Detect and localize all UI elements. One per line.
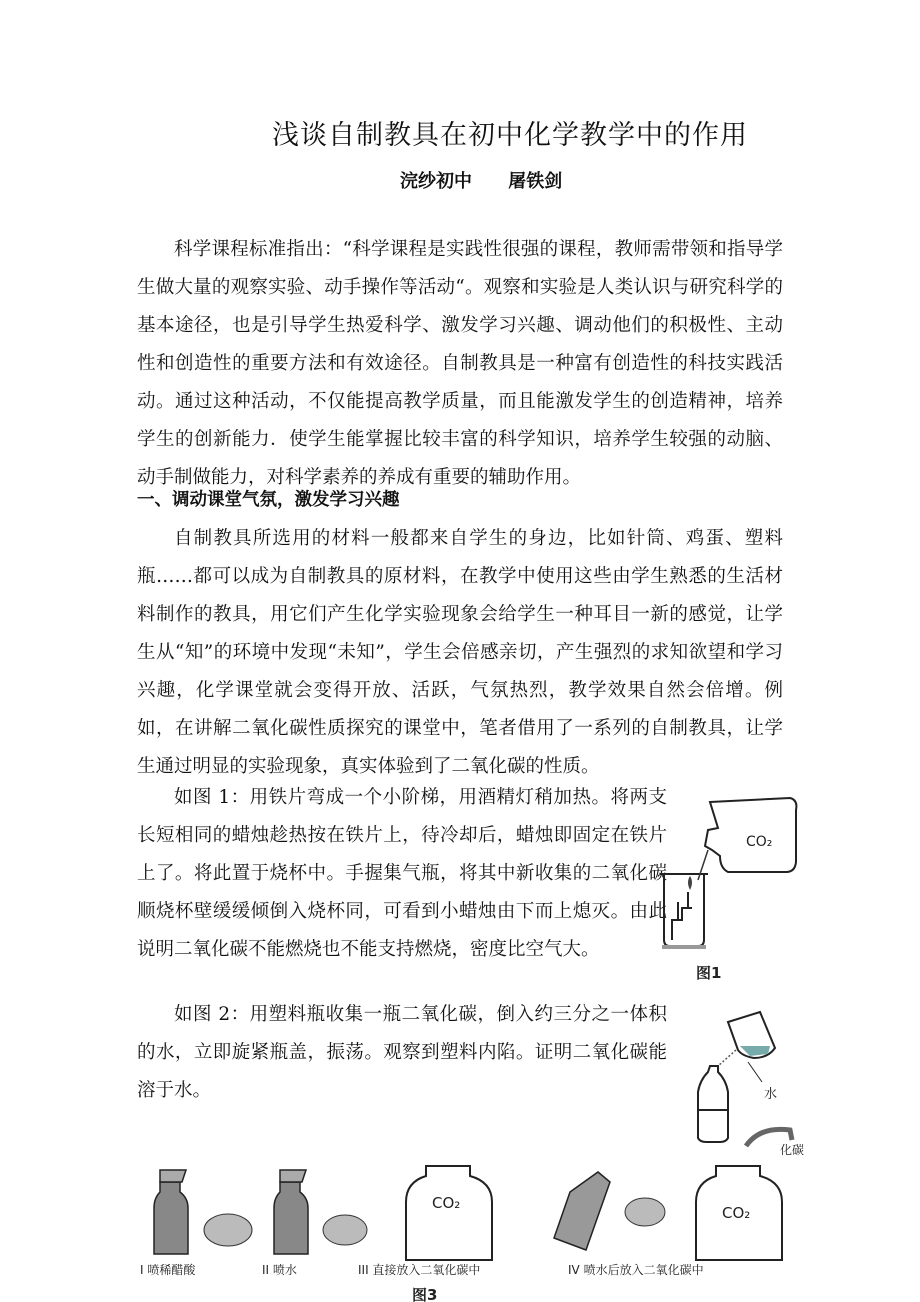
co2-jar-1 bbox=[406, 1166, 492, 1260]
figure1-diagram bbox=[650, 790, 800, 985]
document-title: 浅谈自制教具在初中化学教学中的作用 bbox=[272, 120, 748, 151]
beaker bbox=[664, 874, 704, 946]
step-label-3: III 直接放入二氧化碳中 bbox=[358, 1263, 481, 1277]
spray-bottle-tilted bbox=[554, 1172, 610, 1250]
co2-jar-label-2: CO₂ bbox=[722, 1204, 751, 1222]
figure3-caption: 图3 bbox=[412, 1286, 438, 1302]
figure3-diagram bbox=[130, 1152, 810, 1302]
co2-jar-label-1: CO₂ bbox=[432, 1194, 461, 1212]
co2-bottle-label: CO₂ bbox=[746, 834, 773, 850]
section-heading: 一、调动课堂气氛，激发学习兴趣 bbox=[137, 490, 400, 510]
author-name: 屠铁剑 bbox=[508, 171, 563, 192]
intro-paragraph: 科学课程标准指出：“科学课程是实践性很强的课程，教师需带领和指导学生做大量的观察实验、动手操作等活动“。观察和实验是人类认识与研究科学的基本途径，也是引导学生热爱科学、激发学习兴趣、调动他们的积极性、主动性和创造性的重要方法和有效途径。自制教具是一种富有创造性的科技实践活动。通过这种活动，不仅能提高教学质量，而且能激发学生的创造精神，培养学生的创新能力．使学生能掌握比较丰富的科学知识，培养学生较强的动脑、动手制做能力，对科学素养的养成有重要的辅助作用。 bbox=[137, 239, 783, 488]
water-label: 水 bbox=[764, 1087, 778, 1102]
section1-paragraph: 自制教具所选用的材料一般都来自学生的身边，比如针筒、鸡蛋、塑料瓶……都可以成为自制教具的原材料，在教学中使用这些由学生熟悉的生活材料制作的教具，用它们产生化学实验现象会给学生一种耳目一新的感觉，让学生从“知”的环境中发现“未知”，学生会倍感亲切，产生强烈的求知欲望和学习兴趣，化学课堂就会变得开放、活跃，气氛热烈，教学效果自然会倍增。例如，在讲解二氧化碳性质探究的课堂中，笔者借用了一系列的自制教具，让学生通过明显的实验现象，真实体验到了二氧化碳的性质。 bbox=[137, 528, 783, 777]
author-line bbox=[400, 167, 592, 193]
author-school: 浣纱初中 bbox=[400, 171, 472, 192]
spray-bottle-vinegar bbox=[154, 1182, 188, 1254]
step-label-4: IV 喷水后放入二氧化碳中 bbox=[568, 1263, 704, 1277]
figure1-paragraph: 如图 1：用铁片弯成一个小阶梯，用酒精灯稍加热。将两支长短相同的蜡烛趁热按在铁片上，待冷却后，蜡烛即固定在铁片上了。将此置于烧杯中。手握集气瓶，将其中新收集的二氧化碳顺烧杯壁缓缓倾倒入烧杯同，可看到小蜡烛由下而上熄灭。由此说明二氧化碳不能燃烧也不能支持燃烧，密度比空气大。 bbox=[137, 787, 667, 960]
flower-2 bbox=[323, 1215, 367, 1245]
spray-bottle-water bbox=[274, 1182, 308, 1254]
iron-staircase bbox=[672, 908, 692, 940]
plastic-bottle bbox=[698, 1066, 728, 1142]
figure2-diagram bbox=[680, 1010, 820, 1160]
step-label-1: I 喷稀醋酸 bbox=[140, 1263, 196, 1277]
flower-1 bbox=[204, 1214, 252, 1246]
flower-3 bbox=[625, 1198, 665, 1226]
step-label-2: II 喷水 bbox=[262, 1263, 297, 1277]
cut-label: 化碳 bbox=[780, 1143, 805, 1157]
figure2-paragraph: 如图 2：用塑料瓶收集一瓶二氧化碳，倒入约三分之一体积的水，立即旋紧瓶盖，振荡。观察到塑料内陷。证明二氧化碳能溶于水。 bbox=[137, 1004, 667, 1101]
figure1-caption: 图1 bbox=[696, 964, 722, 982]
